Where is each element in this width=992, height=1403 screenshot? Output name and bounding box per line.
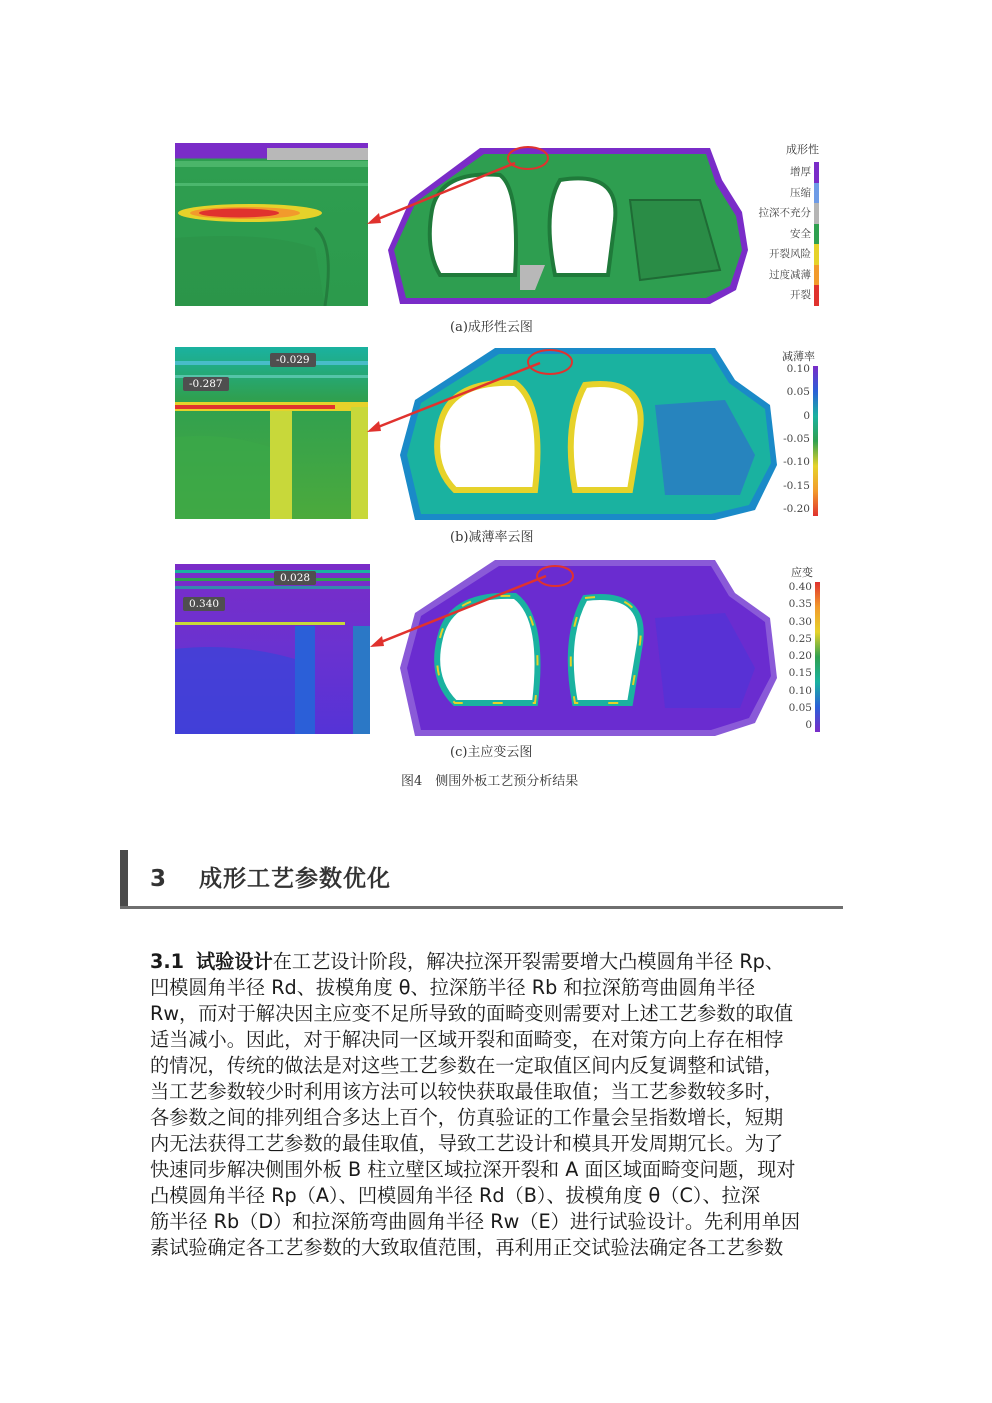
legend-tick-label: 0 [803,409,810,422]
legend-tick-label: 0.10 [786,363,810,375]
paragraph-line: 素试验确定各工艺参数的大致取值范围，再利用正交试验法确定各工艺参数 [150,1236,784,1259]
legend-swatch [814,203,819,224]
paragraph-line: 凹模圆角半径 Rd、拔模角度 θ、拉深筋半径 Rb 和拉深筋弯曲圆角半径 [150,976,756,999]
value-tag: 0.028 [274,571,316,585]
legend-tick-label: -0.05 [783,433,810,445]
legend-tick-label: 0.05 [788,701,812,714]
legend-item-label: 增厚 [790,166,811,178]
paragraph-line [150,949,844,975]
paragraph-line: 筋半径 Rb（D）和拉深筋弯曲圆角半径 Rw（E）进行试验设计。先利用单因 [150,1210,801,1233]
legend-tick-label: -0.15 [783,479,810,492]
panel-c-pointer-arrow [368,572,558,652]
legend-item-label: 拉深不充分 [758,207,811,219]
legend-colorbar [813,366,818,516]
paragraph-line: 适当减小。因此，对于解决同一区域开裂和面畸变，在对策方向上存在相悖 [150,1028,784,1051]
legend-tick-label: 0.35 [788,598,812,611]
value-tag: -0.287 [183,377,229,391]
section-underline [120,906,843,909]
legend-tick-label: 0 [805,719,812,731]
panel-b-zoom-image [175,347,368,519]
legend-tick-label: 0.25 [788,632,812,645]
value-tag: 0.340 [183,597,225,611]
panel-a-pointer-arrow [365,155,535,230]
legend-item-label: 安全 [790,227,811,240]
legend-swatch [814,162,819,183]
body-paragraph [150,949,844,1261]
figure-caption: 图4 侧围外板工艺预分析结果 [401,774,579,789]
panel-c-zoom-image [175,564,370,734]
legend-swatch [814,244,819,265]
section-number: 3 [150,866,168,892]
legend-item-label: 开裂风险 [769,248,811,260]
paragraph-line: 快速同步解决侧围外板 B 柱立壁区域拉深开裂和 A 面区域面畸变问题，现对 [150,1158,796,1181]
legend-item-label: 压缩 [790,186,811,199]
subsection-title: 试验设计 [196,950,273,973]
legend-tick-label: 0.40 [788,581,812,593]
legend-tick-label: 0.15 [788,667,812,680]
paragraph-line: Rw，而对于解决因主应变不足所导致的面畸变则需要对上述工艺参数的取值 [150,1002,794,1025]
legend-tick-label: 0.30 [788,615,812,628]
subsection-heading [150,950,273,973]
legend-tick-label: 0.10 [788,684,812,697]
panel-a-zoom-image [175,143,368,306]
legend-tick-label: -0.20 [783,503,810,515]
section-accent-bar [120,850,128,908]
section-title-text: 成形工艺参数优化 [199,866,392,892]
legend-swatch [814,265,819,286]
paragraph-line: 当工艺参数较少时利用该方法可以较快获取最佳取值；当工艺参数较多时， [150,1080,784,1103]
legend-title: 应变 [791,566,813,579]
legend-tick-label: -0.10 [783,456,810,469]
panel-a-caption: (a)成形性云图 [450,320,533,335]
section-title [150,860,391,893]
legend-swatch [814,224,819,245]
legend-colorbar [815,582,820,732]
subsection-number: 3.1 [150,950,184,973]
legend-item-label: 开裂 [790,289,811,301]
panel-b-caption: (b)减薄率云图 [450,530,534,545]
legend-tick-label: 0.05 [786,386,810,399]
legend-tick-label: 0.20 [788,650,812,662]
legend-swatch [814,285,819,306]
panel-c-caption: (c)主应变云图 [450,745,533,760]
panel-b-pointer-arrow [365,357,555,437]
paragraph-line: 内无法获得工艺参数的最佳取值，导致工艺设计和模具开发周期冗长。为了 [150,1132,784,1155]
legend-item-label: 过度减薄 [769,268,811,281]
paragraph-text: 在工艺设计阶段，解决拉深开裂需要增大凸模圆角半径 Rp、 [272,950,785,973]
paragraph-line: 各参数之间的排列组合多达上百个，仿真验证的工作量会呈指数增长，短期 [150,1106,784,1129]
legend-title: 成形性 [786,143,819,156]
paragraph-line: 的情况，传统的做法是对这些工艺参数在一定取值区间内反复调整和试错， [150,1054,784,1077]
paragraph-line: 凸模圆角半径 Rp（A）、凹模圆角半径 Rd（B）、拔模角度 θ（C）、拉深 [150,1184,761,1207]
legend-swatch [814,183,819,204]
legend-title: 减薄率 [782,350,815,363]
value-tag: -0.029 [270,353,316,367]
